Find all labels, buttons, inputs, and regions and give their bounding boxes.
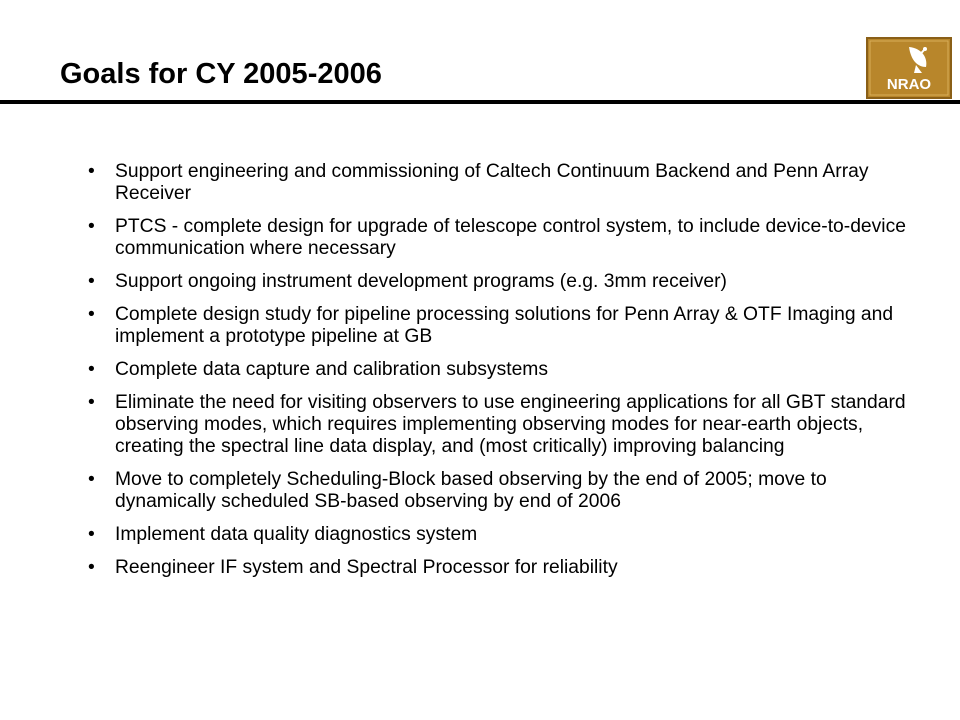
bullet-text: Reengineer IF system and Spectral Processor for reliability bbox=[115, 557, 618, 578]
list-item bbox=[88, 359, 928, 381]
bullet-text: Move to completely Scheduling-Block based observing by the end of 2005; move to dynamically scheduled SB-based observing by end of 2006 bbox=[115, 469, 827, 512]
list-item bbox=[88, 161, 928, 205]
list-item bbox=[88, 557, 928, 579]
bullet-text: Support ongoing instrument development programs (e.g. 3mm receiver) bbox=[115, 271, 727, 292]
list-item bbox=[88, 271, 928, 293]
slide-title: Goals for CY 2005-2006 bbox=[60, 58, 382, 90]
bullet-icon: • bbox=[88, 469, 95, 490]
bullet-icon: • bbox=[88, 161, 95, 182]
bullet-icon: • bbox=[88, 304, 95, 325]
bullet-icon: • bbox=[88, 392, 95, 413]
logo-text: NRAO bbox=[886, 76, 932, 93]
bullet-icon: • bbox=[88, 271, 95, 292]
bullet-icon: • bbox=[88, 557, 95, 578]
goals-list bbox=[88, 161, 928, 590]
list-item bbox=[88, 524, 928, 546]
list-item bbox=[88, 392, 928, 458]
bullet-text: PTCS - complete design for upgrade of telescope control system, to include device-to-device communication where necessary bbox=[115, 216, 906, 259]
list-item bbox=[88, 469, 928, 513]
list-item bbox=[88, 304, 928, 348]
bullet-text: Complete design study for pipeline processing solutions for Penn Array & OTF Imaging and implement a prototype pipeline at GB bbox=[115, 304, 894, 347]
bullet-icon: • bbox=[88, 216, 95, 237]
list-item bbox=[88, 216, 928, 260]
bullet-text: Support engineering and commissioning of Caltech Continuum Backend and Penn Array Receiver bbox=[115, 161, 869, 204]
bullet-text: Complete data capture and calibration subsystems bbox=[115, 359, 548, 380]
bullet-icon: • bbox=[88, 524, 95, 545]
bullet-text: Implement data quality diagnostics system bbox=[115, 524, 478, 545]
nrao-logo bbox=[866, 37, 952, 99]
title-underline bbox=[0, 100, 960, 104]
bullet-icon: • bbox=[88, 359, 95, 380]
bullet-text: Eliminate the need for visiting observers to use engineering applications for all GBT standard observing modes, which requires implementing observing modes for near-earth objects, creating the spectral line data display, and (most critically) improving balancing bbox=[115, 392, 906, 457]
